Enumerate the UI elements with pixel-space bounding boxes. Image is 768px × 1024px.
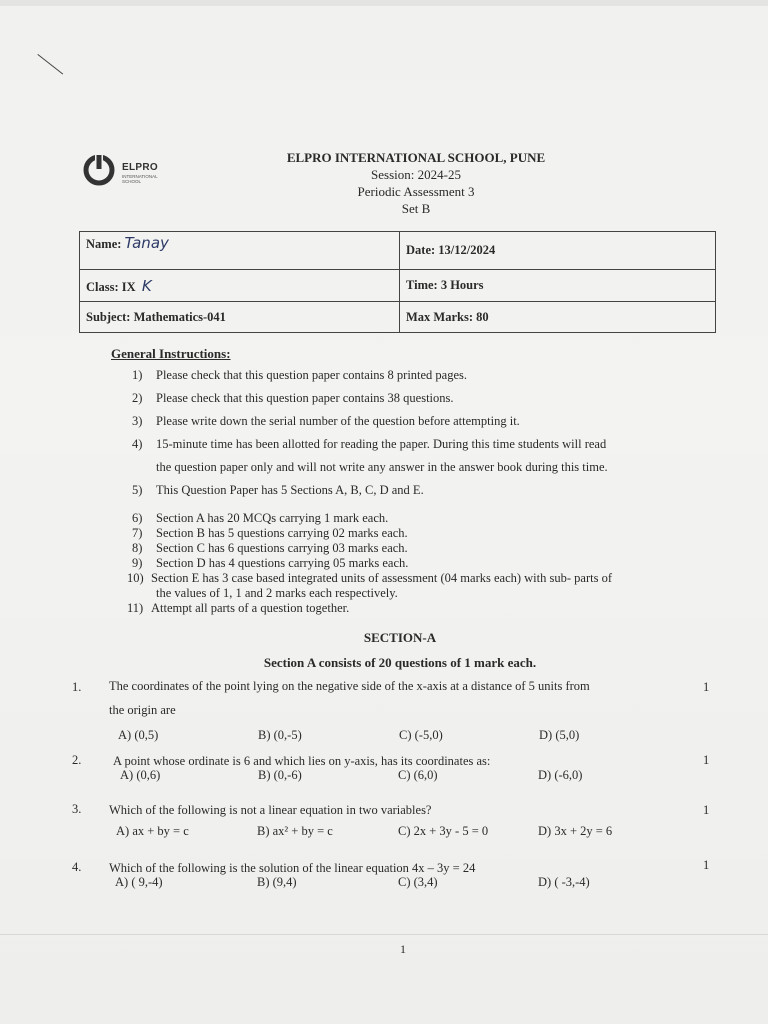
page-number: 1 xyxy=(400,942,406,956)
question-marks: 1 xyxy=(703,858,710,872)
instruction-item: 9) Section D has 4 questions carrying 05 marks each. xyxy=(132,556,409,570)
instructions-list-main xyxy=(132,364,702,502)
instruction-item: 10) Section E has 3 case based integrated units of assessment (04 marks each) with sub- parts of xyxy=(127,571,612,585)
option-c: C) (-5,0) xyxy=(399,728,443,742)
question-text: Which of the following is the solution of the linear equation 4x – 3y = 24 xyxy=(109,861,476,875)
instruction-item-continued: the question paper only and will not write any answer in the answer book during this time. xyxy=(156,460,608,474)
page-divider xyxy=(0,934,768,935)
instruction-item: 3) Please write down the serial number of the question before attempting it. xyxy=(132,414,520,428)
school-logo-icon xyxy=(82,152,116,186)
subject-cell: Subject: Mathematics-041 xyxy=(80,302,400,333)
session: Session: 2024-25 xyxy=(371,167,461,182)
student-info-table xyxy=(79,231,716,333)
time-cell: Time: 3 Hours xyxy=(400,270,716,302)
question-text: The coordinates of the point lying on the negative side of the x-axis at a distance of 5 units from the origin are xyxy=(109,679,590,717)
set-label: Set B xyxy=(401,201,431,216)
instruction-item: 8) Section C has 6 questions carrying 03 marks each. xyxy=(132,541,408,555)
instruction-item: 6) Section A has 20 MCQs carrying 1 mark each. xyxy=(132,511,389,525)
option-c: C) (6,0) xyxy=(398,768,438,782)
option-d: D) ( -3,-4) xyxy=(538,875,590,889)
option-b: B) (9,4) xyxy=(257,875,297,889)
section-title: SECTION-A xyxy=(363,630,437,645)
class-handwritten: K xyxy=(141,276,152,295)
instruction-item: 4) 15-minute time has been allotted for reading the paper. During this time students will read xyxy=(132,437,607,451)
question-number: 3. xyxy=(72,802,82,816)
instruction-item: 1) Please check that this question paper contains 8 printed pages. xyxy=(132,368,468,382)
question-number: 1. xyxy=(72,680,82,694)
school-name: ELPRO INTERNATIONAL SCHOOL, PUNE xyxy=(286,150,546,165)
max-marks-cell: Max Marks: 80 xyxy=(400,302,716,333)
name-cell[interactable] xyxy=(80,232,400,270)
question-text: Which of the following is not a linear equation in two variables? xyxy=(109,803,432,817)
question-marks: 1 xyxy=(703,753,710,767)
question-number: 2. xyxy=(72,753,82,767)
option-d: D) (-6,0) xyxy=(538,768,583,782)
instructions-list-tight xyxy=(127,511,702,616)
pen-mark xyxy=(37,54,63,75)
option-b: B) ax² + by = c xyxy=(257,824,333,838)
section-subtitle: Section A consists of 20 questions of 1 mark each. xyxy=(263,655,537,670)
date-cell: Date: 13/12/2024 xyxy=(400,232,716,270)
name-handwritten: Tanay xyxy=(124,234,169,252)
question-text: A point whose ordinate is 6 and which lies on y-axis, has its coordinates as: xyxy=(113,754,491,768)
question-marks: 1 xyxy=(703,680,710,694)
logo-subtext: INTERNATIONAL SCHOOL xyxy=(122,174,158,184)
assessment-title: Periodic Assessment 3 xyxy=(357,184,475,199)
option-a: A) (0,6) xyxy=(120,768,161,782)
option-b: B) (0,-6) xyxy=(258,768,302,782)
exam-paper xyxy=(0,6,768,1024)
option-a: A) ax + by = c xyxy=(116,824,189,838)
instructions-heading: General Instructions: xyxy=(111,346,231,361)
option-d: D) (5,0) xyxy=(539,728,580,742)
option-b: B) (0,-5) xyxy=(258,728,302,742)
class-cell[interactable] xyxy=(80,270,400,302)
option-c: C) 2x + 3y - 5 = 0 xyxy=(398,824,489,838)
class-label: Class: IX xyxy=(86,279,136,294)
question-number: 4. xyxy=(72,860,82,874)
instruction-item: 7) Section B has 5 questions carrying 02 marks each. xyxy=(132,526,408,540)
option-d: D) 3x + 2y = 6 xyxy=(538,824,613,838)
logo-wordmark: ELPRO xyxy=(122,162,158,173)
option-a: A) ( 9,-4) xyxy=(115,875,163,889)
instruction-item: 5) This Question Paper has 5 Sections A, B, C, D and E. xyxy=(132,483,424,497)
option-a: A) (0,5) xyxy=(118,728,159,742)
instruction-item: 11) Attempt all parts of a question together. xyxy=(127,601,350,615)
option-c: C) (3,4) xyxy=(398,875,438,889)
instruction-item-continued: the values of 1, 1 and 2 marks each respectively. xyxy=(156,586,398,600)
name-label: Name: xyxy=(86,237,122,251)
question-marks: 1 xyxy=(703,803,710,817)
instruction-item: 2) Please check that this question paper contains 38 questions. xyxy=(132,391,454,405)
